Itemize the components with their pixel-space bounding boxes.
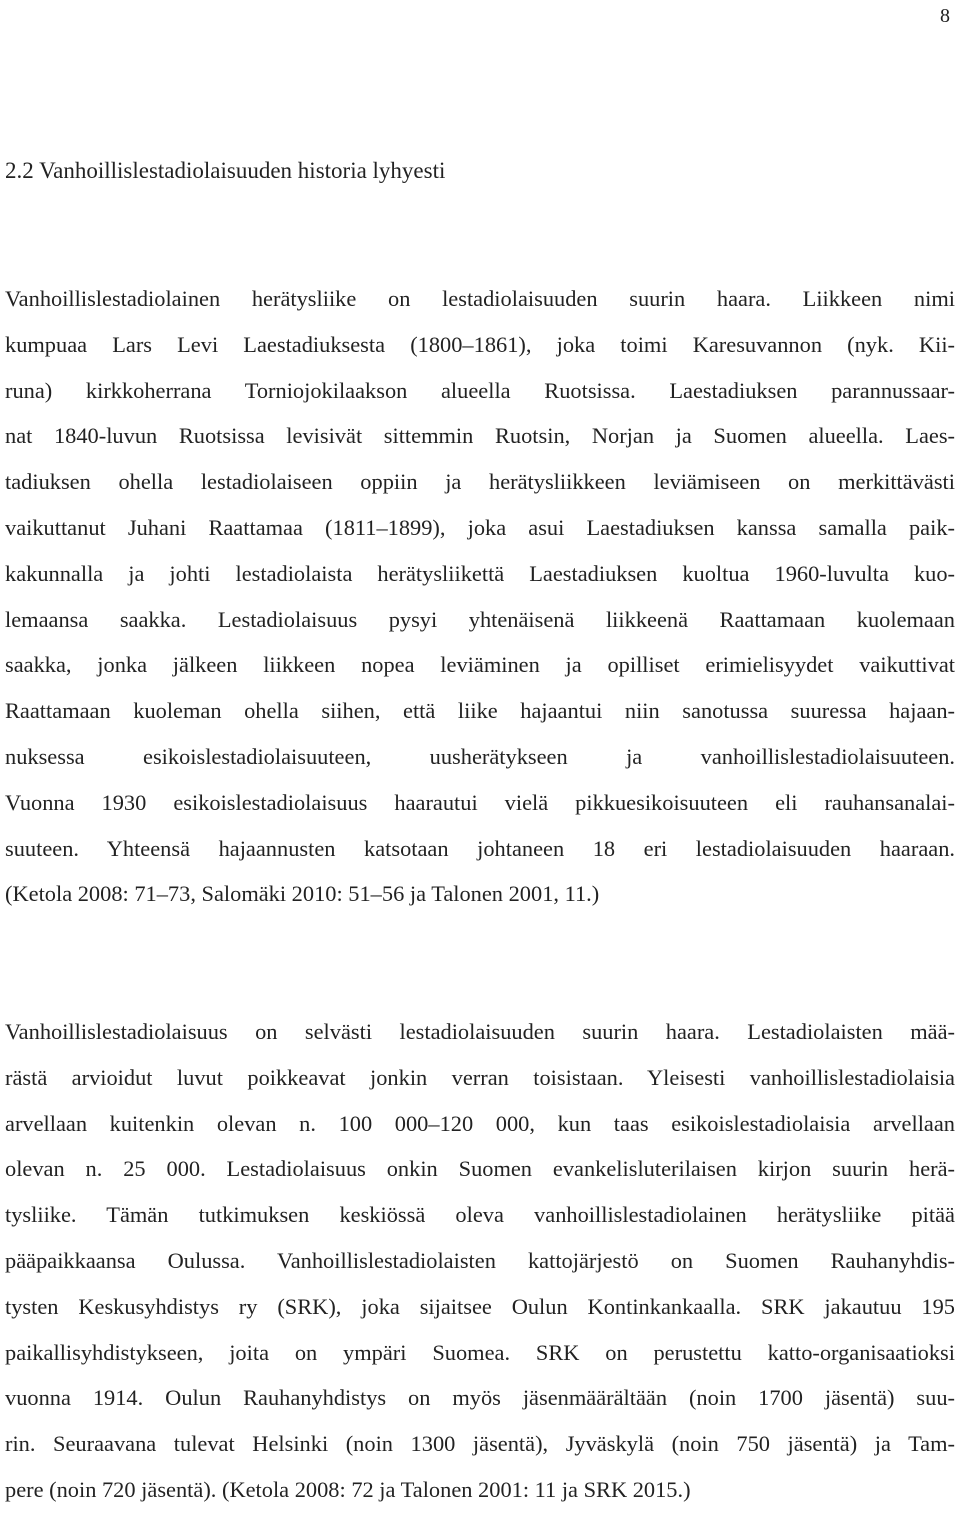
text-line: vuonna 1914. Oulun Rauhanyhdistys on myös jäsenmäärältään (noin 1700 jäsentä) suu- [5, 1385, 955, 1411]
text-line: saakka, jonka jälkeen liikkeen nopea leviäminen ja opilliset erimielisyydet vaikuttivat [5, 652, 955, 678]
text-line: tadiuksen ohella lestadiolaiseen oppiin ja herätysliikkeen leviämiseen on merkittävästi [5, 469, 955, 495]
text-line: pääpaikkaansa Oulussa. Vanhoillislestadiolaisten kattojärjestö on Suomen Rauhanyhdis- [5, 1247, 955, 1273]
text-line: rin. Seuraavana tulevat Helsinki (noin 1300 jäsentä), Jyväskylä (noin 750 jäsentä) ja Tam- [5, 1431, 955, 1457]
text-line: kakunnalla ja johti lestadiolaista herätysliikettä Laestadiuksen kuoltua 1960-luvulta kuo- [5, 560, 955, 586]
text-line: nuksessa esikoislestadiolaisuuteen, uusherätykseen ja vanhoillislestadiolaisuuteen. [5, 743, 955, 769]
text-line: Vuonna 1930 esikoislestadiolaisuus haarautui vielä pikkuesikoisuuteen eli rauhansanalai- [5, 789, 955, 815]
text-line: arvellaan kuitenkin olevan n. 100 000–120 000, kun taas esikoislestadiolaisia arvellaan [5, 1110, 955, 1136]
text-line: kumpuaa Lars Levi Laestadiuksesta (1800–1861), joka toimi Karesuvannon (nyk. Kii- [5, 331, 955, 357]
section-heading: 2.2 Vanhoillislestadiolaisuuden historia lyhyesti [5, 158, 446, 183]
text-line: vaikuttanut Juhani Raattamaa (1811–1899), joka asui Laestadiuksen kanssa samalla paik- [5, 514, 955, 540]
paragraph-history [5, 276, 955, 917]
text-line: tysliike. Tämän tutkimuksen keskiössä oleva vanhoillislestadiolainen herätysliike pitää [5, 1202, 955, 1228]
text-line: rästä arvioidut luvut poikkeavat jonkin verran toisistaan. Yleisesti vanhoillislestadiolaisia [5, 1064, 955, 1090]
text-line: lemaansa saakka. Lestadiolaisuus pysyi yhtenäisenä liikkeenä Raattamaan kuolemaan [5, 606, 955, 632]
text-line: nat 1840-luvun Ruotsissa levisivät sittemmin Ruotsin, Norjan ja Suomen alueella. Laes- [5, 423, 955, 449]
text-line: paikallisyhdistykseen, joita on ympäri Suomea. SRK on perustettu katto-organisaatioksi [5, 1339, 955, 1365]
text-line: Vanhoillislestadiolaisuus on selvästi lestadiolaisuuden suurin haara. Lestadiolaisten mää- [5, 1019, 955, 1044]
page-number: 8 [940, 5, 950, 27]
text-line: pere (noin 720 jäsentä). (Ketola 2008: 72 ja Talonen 2001: 11 ja SRK 2015.) [5, 1476, 691, 1502]
text-line: Raattamaan kuoleman ohella siihen, että liike hajaantui niin sanotussa suuressa hajaan- [5, 698, 955, 724]
text-line: runa) kirkkoherrana Torniojokilaakson alueella Ruotsissa. Laestadiuksen parannussaar- [5, 377, 955, 403]
text-line: tysten Keskusyhdistys ry (SRK), joka sijaitsee Oulun Kontinkankaalla. SRK jakautuu 195 [5, 1293, 955, 1319]
text-line: suuteen. Yhteensä hajaannusten katsotaan johtaneen 18 eri lestadiolaisuuden haaraan. [5, 835, 955, 861]
paragraph-membership [5, 1009, 955, 1513]
text-line: olevan n. 25 000. Lestadiolaisuus onkin Suomen evankelisluterilaisen kirjon suurin herä- [5, 1156, 955, 1182]
text-line: (Ketola 2008: 71–73, Salomäki 2010: 51–56 ja Talonen 2001, 11.) [5, 881, 600, 907]
text-line: Vanhoillislestadiolainen herätysliike on lestadiolaisuuden suurin haara. Liikkeen nimi [5, 286, 955, 311]
